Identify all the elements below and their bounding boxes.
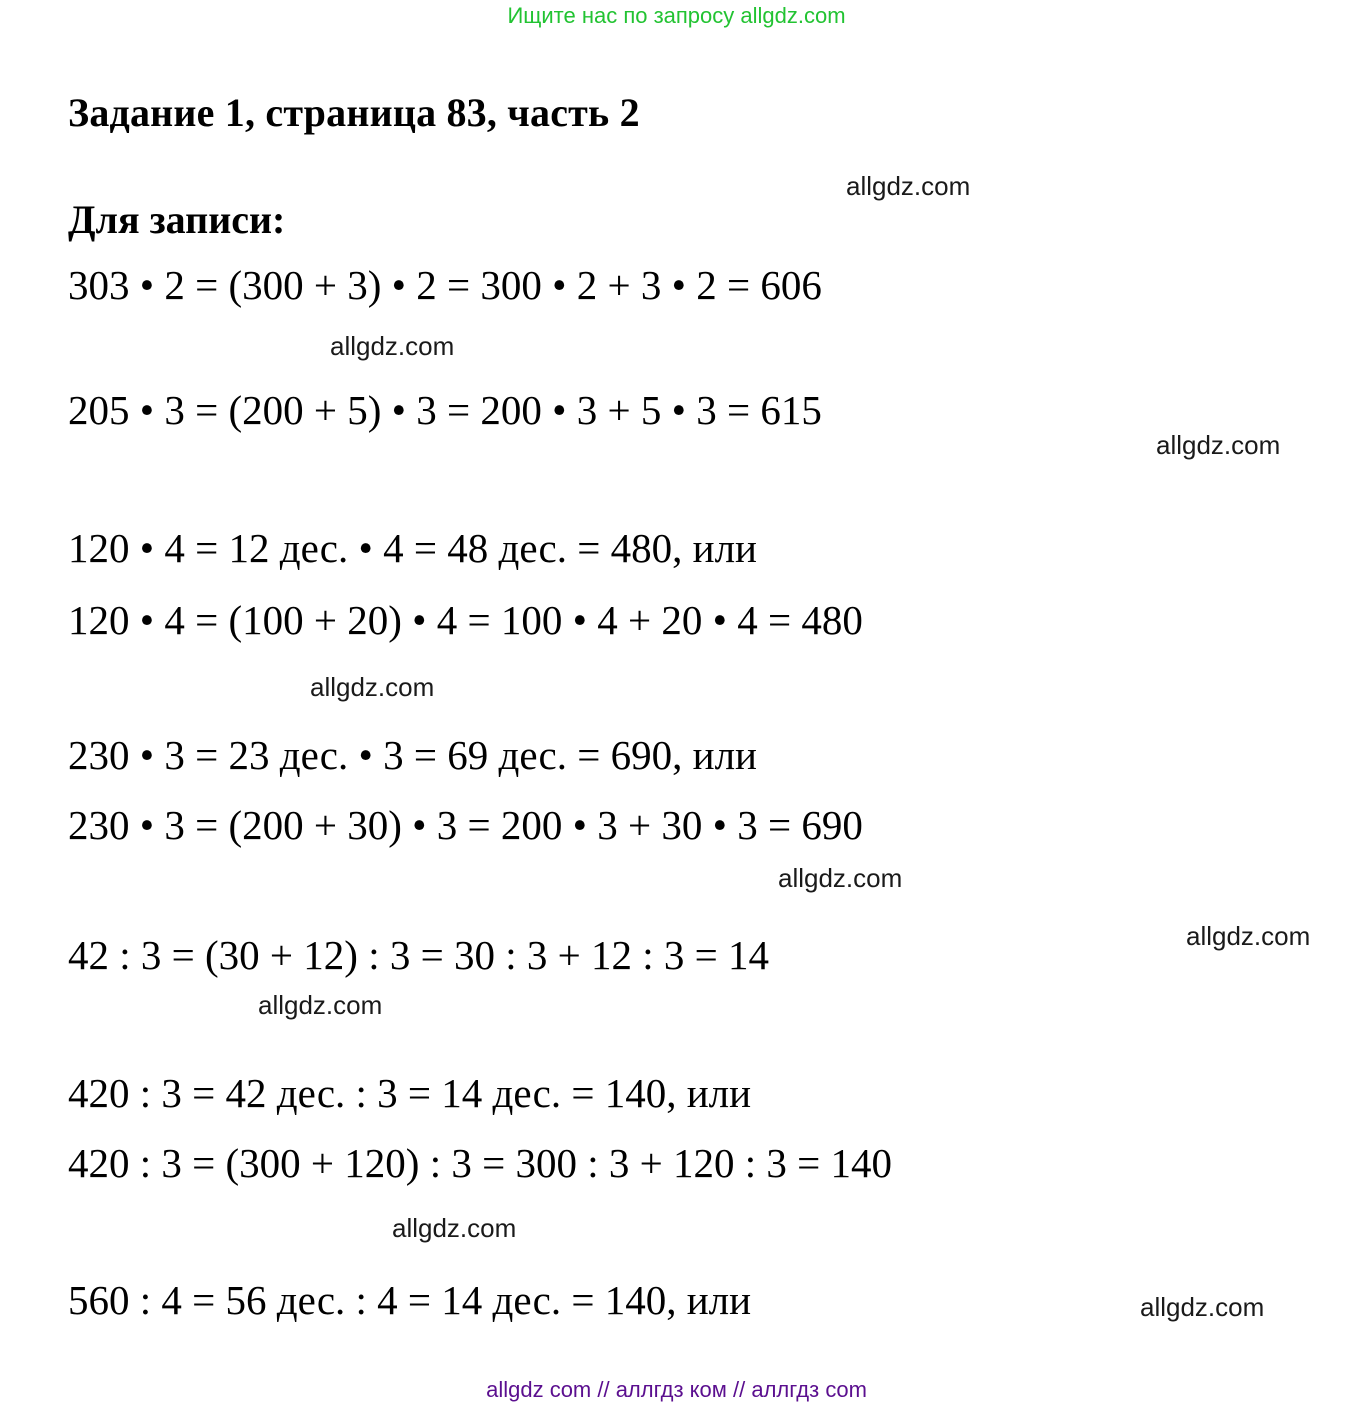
watermark: allgdz.com (1140, 1292, 1265, 1322)
solution-line: 120 • 4 = (100 + 20) • 4 = 100 • 4 + 20 • 4 = 480 (68, 597, 863, 643)
solution-line: 230 • 3 = (200 + 30) • 3 = 200 • 3 + 30 • 3 = 690 (68, 802, 863, 848)
watermark: allgdz.com (846, 171, 971, 201)
solution-line: 120 • 4 = 12 дес. • 4 = 48 дес. = 480, или (68, 525, 757, 571)
watermark: allgdz.com (258, 990, 383, 1020)
watermark: allgdz.com (778, 863, 903, 893)
solution-line: 230 • 3 = 23 дес. • 3 = 69 дес. = 690, или (68, 732, 757, 778)
solution-line: 560 : 4 = 56 дес. : 4 = 14 дес. = 140, или (68, 1277, 752, 1323)
solution-line: 42 : 3 = (30 + 12) : 3 = 30 : 3 + 12 : 3 = 14 (68, 932, 769, 978)
page-title: Задание 1, страница 83, часть 2 (68, 89, 640, 135)
watermark: allgdz.com (1186, 921, 1311, 951)
watermark: allgdz.com (392, 1213, 517, 1243)
solution-line: 205 • 3 = (200 + 5) • 3 = 200 • 3 + 5 • 3 = 615 (68, 387, 822, 433)
section-heading: Для записи: (68, 197, 286, 242)
footer-site-links: allgdz com // аллгдз ком // аллгдз com (486, 1377, 867, 1402)
solution-line: 420 : 3 = (300 + 120) : 3 = 300 : 3 + 120 : 3 = 140 (68, 1140, 892, 1186)
solution-line: 420 : 3 = 42 дес. : 3 = 14 дес. = 140, или (68, 1070, 752, 1116)
watermark: allgdz.com (330, 331, 455, 361)
watermark: allgdz.com (1156, 430, 1281, 460)
solution-line: 303 • 2 = (300 + 3) • 2 = 300 • 2 + 3 • 2 = 606 (68, 262, 822, 308)
watermark: allgdz.com (310, 672, 435, 702)
promo-banner: Ищите нас по запросу allgdz.com (507, 3, 846, 28)
